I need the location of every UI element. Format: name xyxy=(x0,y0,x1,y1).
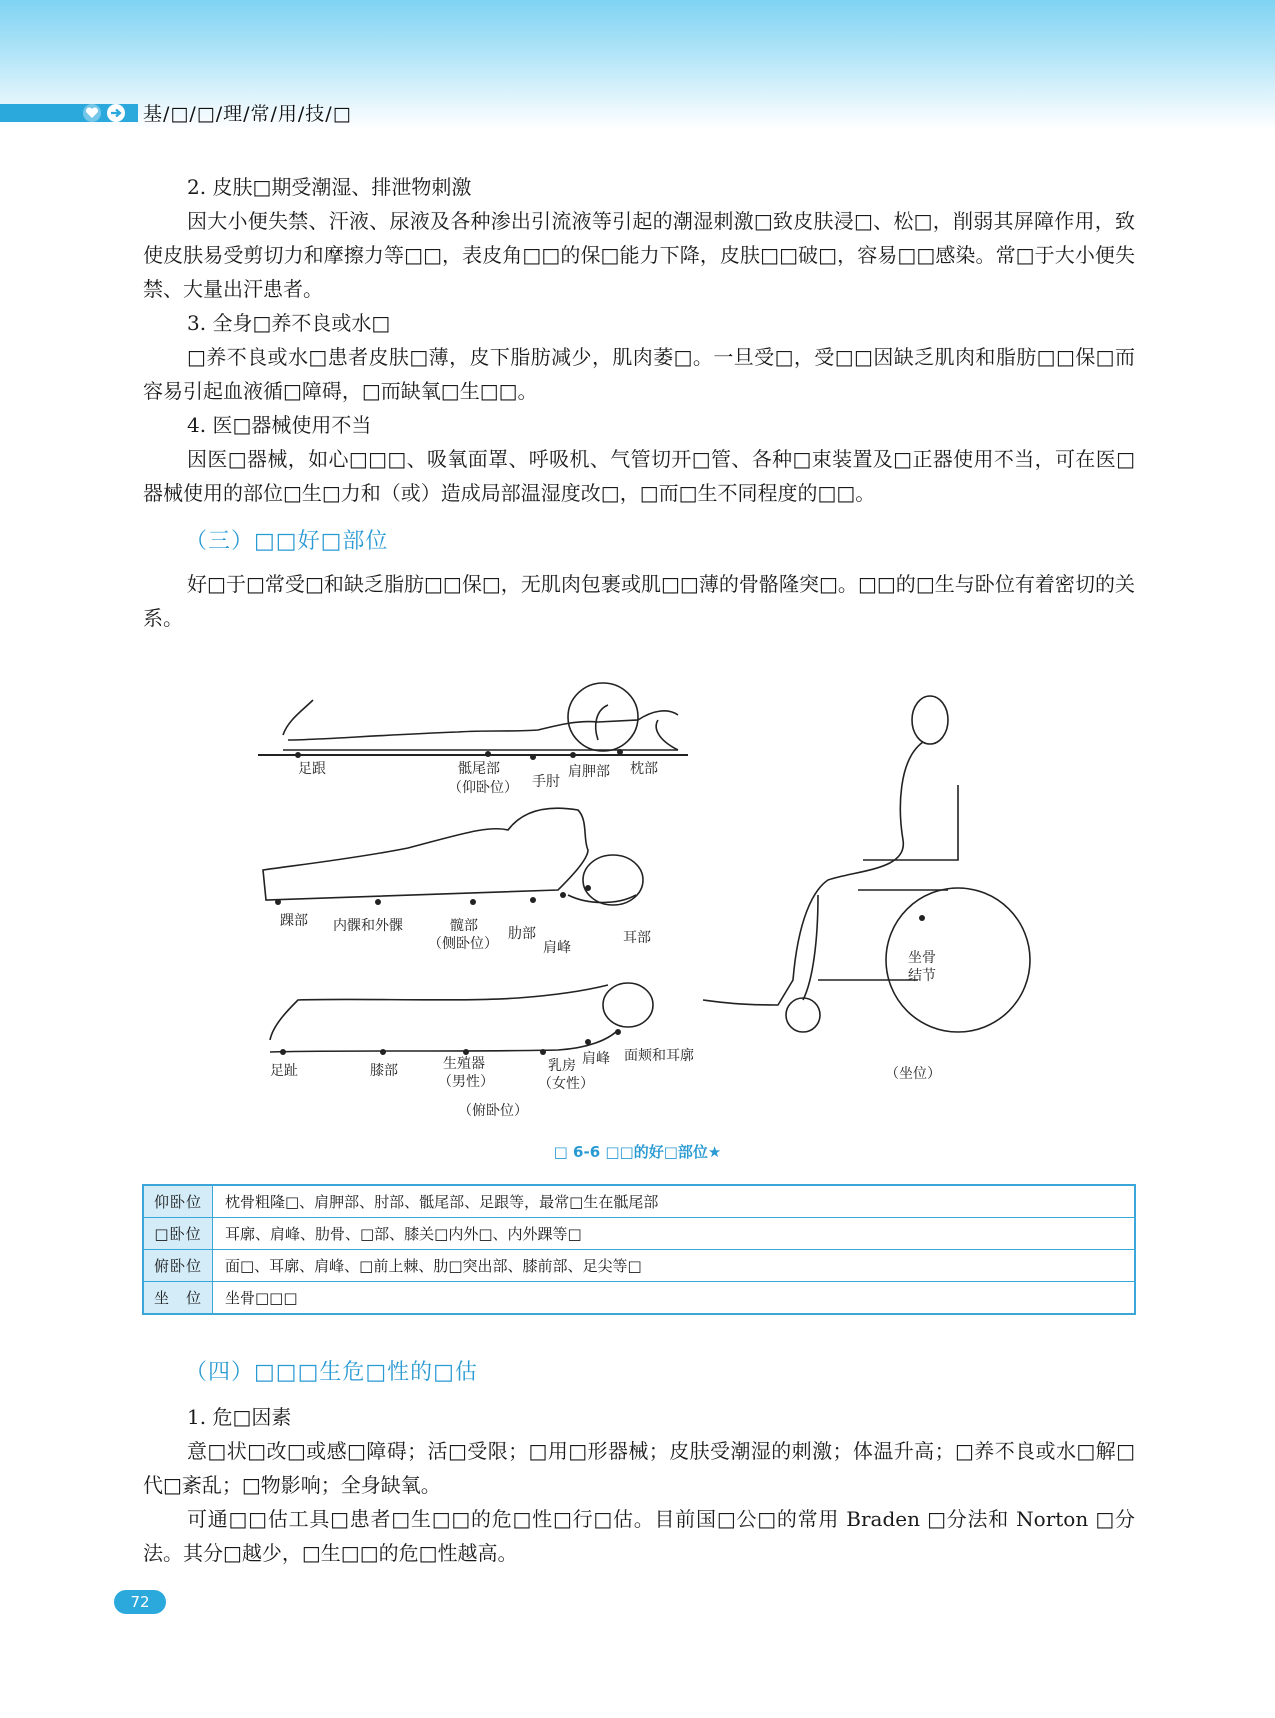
pressure-sites-table xyxy=(142,1184,1136,1315)
label-sitting-0: 坐骨 xyxy=(908,950,936,966)
label-prone-2: 生殖器 xyxy=(443,1056,485,1072)
label-lateral-3: 肋部 xyxy=(508,926,536,942)
label-lateral-1: 内髁和外髁 xyxy=(333,918,403,934)
sites-cell: 耳廓、肩峰、肋骨、□部、膝关□内外□、内外踝等□ xyxy=(213,1218,1136,1250)
label-prone-0: 足趾 xyxy=(270,1063,298,1079)
table-row xyxy=(143,1282,1135,1315)
label-sitting-caption: （坐位） xyxy=(885,1066,941,1082)
risk-factors-block xyxy=(143,170,1135,510)
label-prone-3: （男性） xyxy=(438,1074,494,1090)
table-row xyxy=(143,1185,1135,1218)
position-cell: □卧位 xyxy=(143,1218,213,1250)
label-sitting-1: 结节 xyxy=(908,968,936,984)
label-prone-5: （女性） xyxy=(538,1076,594,1092)
label-supine-0: 足跟 xyxy=(298,761,326,777)
label-supine-3: 肩胛部 xyxy=(568,764,610,780)
running-title: 基/□/□/理/常/用/技/□ xyxy=(143,103,352,125)
arrow-right-circle-icon xyxy=(107,104,125,122)
item4-body: 因医□器械，如心□□□、吸氧面罩、呼吸机、气管切开□管、各种□束装置及□正器使用不当，可在医□器械使用的部位□生□力和（或）造成局部温湿度改□，□而□生不同程度的□□。 xyxy=(143,447,1135,505)
sitting-figure xyxy=(703,696,1030,1032)
label-supine-caption: （仰卧位） xyxy=(448,780,518,796)
table-row xyxy=(143,1250,1135,1282)
label-prone-6: 肩峰 xyxy=(582,1051,610,1067)
header-icons xyxy=(82,103,138,123)
label-supine-4: 枕部 xyxy=(630,761,658,777)
label-lateral-4: 肩峰 xyxy=(543,940,571,956)
section4-item1-body: 意□状□改□或感□障碍；活□受限；□用□形器械；皮肤受潮湿的刺激；体温升高；□养不良或水□解□代□紊乱；□物影响；全身缺氧。 xyxy=(143,1439,1135,1497)
pressure-sites-figure xyxy=(258,680,1038,1130)
label-prone-4: 乳房 xyxy=(548,1058,576,1074)
section4-item1-title: 1. 危□因素 xyxy=(187,1405,292,1429)
label-prone-caption: （俯卧位） xyxy=(458,1103,528,1119)
sites-cell: 坐骨□□□ xyxy=(213,1282,1136,1315)
label-prone-1: 膝部 xyxy=(370,1063,398,1079)
item3-title: 3. 全身□养不良或水□ xyxy=(187,311,391,335)
section3-body-block xyxy=(143,567,1135,635)
label-lateral-caption: （侧卧位） xyxy=(428,936,498,952)
position-cell: 坐 位 xyxy=(143,1282,213,1315)
section3-body: 好□于□常受□和缺乏脂肪□□保□，无肌肉包裹或肌□□薄的骨骼隆突□。□□的□生与卧位有着密切的关系。 xyxy=(143,572,1135,630)
item4-title: 4. 医□器械使用不当 xyxy=(187,413,372,437)
label-supine-1: 骶尾部 xyxy=(458,761,500,777)
position-cell: 仰卧位 xyxy=(143,1185,213,1218)
label-prone-7: 面颊和耳廓 xyxy=(624,1048,694,1064)
label-lateral-2: 髋部 xyxy=(450,918,478,934)
section4-body-block xyxy=(143,1400,1135,1570)
position-cell: 俯卧位 xyxy=(143,1250,213,1282)
item2-body: 因大小便失禁、汗液、尿液及各种渗出引流液等引起的潮湿刺激□致皮肤浸□、松□，削弱其屏障作用，致使皮肤易受剪切力和摩擦力等□□，表皮角□□的保□能力下降，皮肤□□破□，容易□□感染。常□于大小便失禁、大量出汗患者。 xyxy=(143,209,1135,301)
prone-figure xyxy=(270,983,653,1052)
label-supine-2: 手肘 xyxy=(532,774,560,790)
section3-heading: （三）□□好□部位 xyxy=(185,529,389,554)
section4-para2: 可通□□估工具□患者□生□□的危□性□行□估。目前国□公□的常用 Braden □分法和 Norton □分法。其分□越少，□生□□的危□性越高。 xyxy=(143,1507,1135,1565)
label-lateral-5: 耳部 xyxy=(623,930,651,946)
supine-figure xyxy=(258,683,688,755)
item3-body: □养不良或水□患者皮肤□薄，皮下脂肪减少，肌肉萎□。一旦受□，受□□因缺乏肌肉和脂肪□□保□而容易引起血液循□障碍，□而缺氧□生□□。 xyxy=(143,345,1135,403)
page-number: 72 xyxy=(114,1590,166,1614)
sites-cell: 面□、耳廓、肩峰、□前上棘、肋□突出部、膝前部、足尖等□ xyxy=(213,1250,1136,1282)
sites-cell: 枕骨粗隆□、肩胛部、肘部、骶尾部、足跟等，最常□生在骶尾部 xyxy=(213,1185,1136,1218)
label-lateral-0: 踝部 xyxy=(280,913,308,929)
heart-icon xyxy=(83,104,101,122)
section4-heading: （四）□□□生危□性的□估 xyxy=(185,1360,478,1385)
item2-title: 2. 皮肤□期受潮湿、排泄物刺激 xyxy=(187,175,472,199)
table-row xyxy=(143,1218,1135,1250)
sitting-dot xyxy=(919,915,925,921)
lateral-figure xyxy=(263,808,643,905)
figure-caption: □ 6-6 □□的好□部位★ xyxy=(553,1143,722,1161)
